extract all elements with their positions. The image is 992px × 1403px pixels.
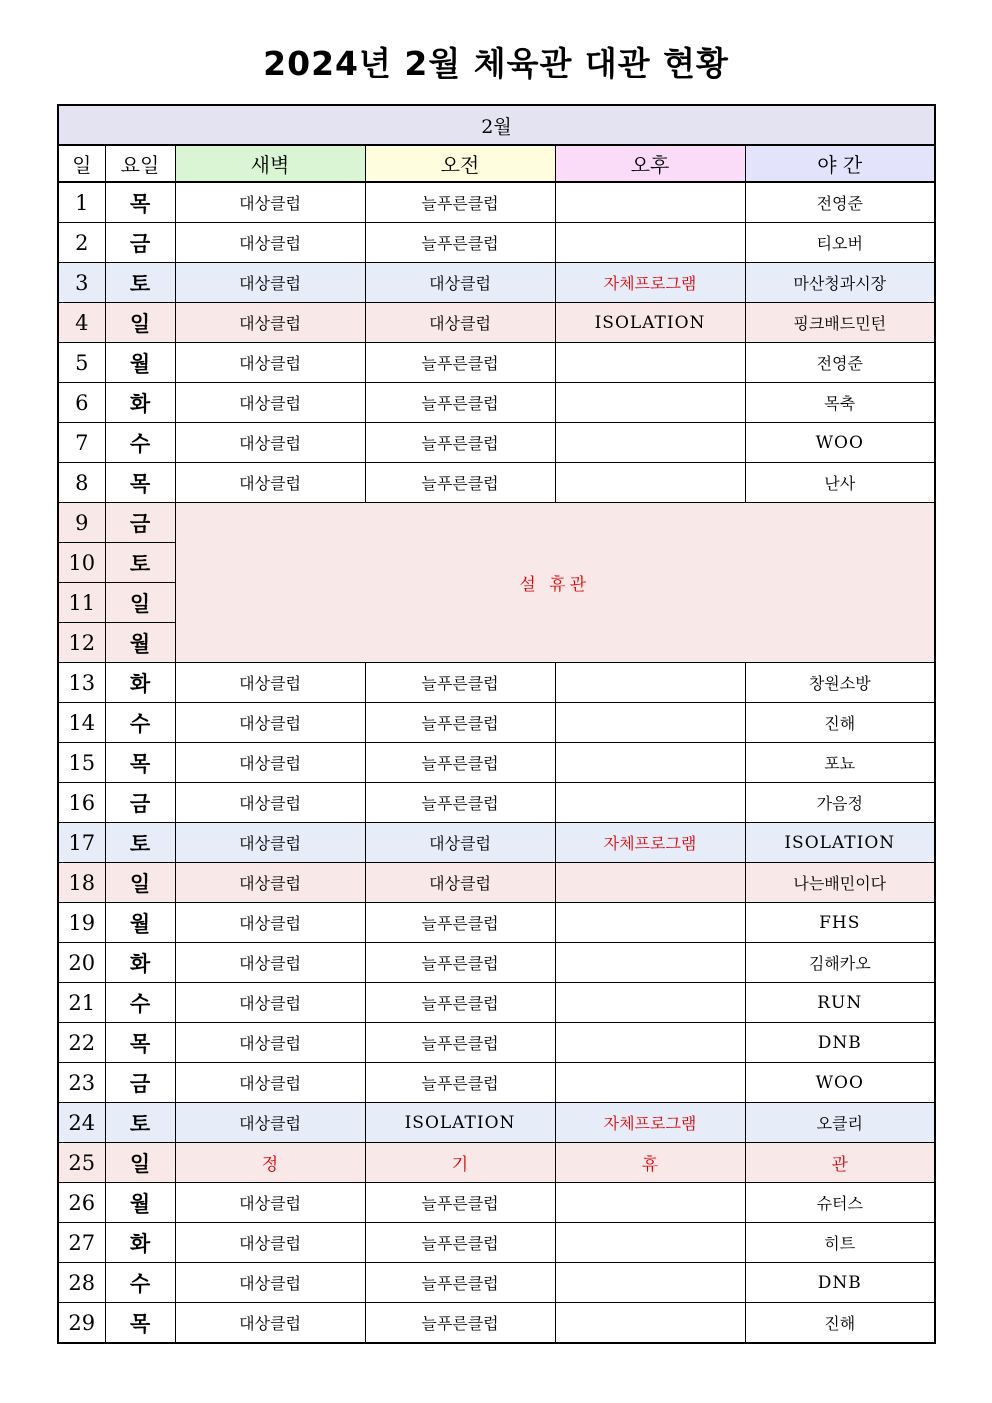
- pm-cell: [555, 383, 745, 423]
- night-cell: 슈터스: [745, 1183, 935, 1223]
- dawn-cell: 대상클럽: [175, 1063, 365, 1103]
- night-cell: 오클리: [745, 1103, 935, 1143]
- dawn-cell: 대상클럽: [175, 1023, 365, 1063]
- pm-cell: [555, 1303, 745, 1344]
- pm-cell: [555, 703, 745, 743]
- weekday-cell: 목: [105, 1023, 175, 1063]
- day-cell: 11: [58, 583, 105, 623]
- pm-cell: [555, 1023, 745, 1063]
- pm-cell: [555, 182, 745, 223]
- am-cell: 늘푸른클럽: [365, 903, 555, 943]
- night-cell: 나는배민이다: [745, 863, 935, 903]
- table-row: [58, 1063, 935, 1103]
- pm-cell: [555, 423, 745, 463]
- day-cell: 5: [58, 343, 105, 383]
- day-cell: 23: [58, 1063, 105, 1103]
- dawn-cell: 대상클럽: [175, 383, 365, 423]
- night-cell: 가음정: [745, 783, 935, 823]
- table-row: [58, 1263, 935, 1303]
- day-cell: 9: [58, 503, 105, 543]
- day-cell: 16: [58, 783, 105, 823]
- am-cell: 늘푸른클럽: [365, 383, 555, 423]
- dawn-cell: 대상클럽: [175, 983, 365, 1023]
- holiday-notice: 설 휴관: [175, 503, 935, 663]
- am-cell: 늘푸른클럽: [365, 1303, 555, 1344]
- closed-notice-char: 휴: [555, 1143, 745, 1183]
- header-afternoon: 오후: [555, 145, 745, 182]
- table-row: [58, 1183, 935, 1223]
- day-cell: 27: [58, 1223, 105, 1263]
- night-cell: 창원소방: [745, 663, 935, 703]
- night-cell: 전영준: [745, 182, 935, 223]
- dawn-cell: 대상클럽: [175, 1263, 365, 1303]
- am-cell: 대상클럽: [365, 303, 555, 343]
- header-dawn: 새벽: [175, 145, 365, 182]
- dawn-cell: 대상클럽: [175, 263, 365, 303]
- night-cell: 김해카오: [745, 943, 935, 983]
- dawn-cell: 대상클럽: [175, 703, 365, 743]
- pm-cell: [555, 663, 745, 703]
- closed-notice-char: 정: [175, 1143, 365, 1183]
- weekday-cell: 금: [105, 223, 175, 263]
- night-cell: DNB: [745, 1263, 935, 1303]
- pm-cell: [555, 1063, 745, 1103]
- dawn-cell: 대상클럽: [175, 1183, 365, 1223]
- day-cell: 6: [58, 383, 105, 423]
- night-cell: FHS: [745, 903, 935, 943]
- weekday-cell: 월: [105, 1183, 175, 1223]
- night-cell: 마산청과시장: [745, 263, 935, 303]
- am-cell: 늘푸른클럽: [365, 423, 555, 463]
- am-cell: 늘푸른클럽: [365, 223, 555, 263]
- day-cell: 20: [58, 943, 105, 983]
- table-row: [58, 863, 935, 903]
- table-row: [58, 263, 935, 303]
- day-cell: 22: [58, 1023, 105, 1063]
- dawn-cell: 대상클럽: [175, 863, 365, 903]
- night-cell: DNB: [745, 1023, 935, 1063]
- table-row: [58, 943, 935, 983]
- day-cell: 12: [58, 623, 105, 663]
- weekday-cell: 목: [105, 463, 175, 503]
- dawn-cell: 대상클럽: [175, 343, 365, 383]
- table-row: [58, 1143, 935, 1183]
- night-cell: 진해: [745, 703, 935, 743]
- weekday-cell: 목: [105, 743, 175, 783]
- weekday-cell: 목: [105, 182, 175, 223]
- night-cell: 핑크배드민턴: [745, 303, 935, 343]
- table-row: [58, 503, 935, 543]
- am-cell: 대상클럽: [365, 863, 555, 903]
- pm-cell: 자체프로그램: [555, 823, 745, 863]
- table-row: [58, 663, 935, 703]
- table-row: [58, 1023, 935, 1063]
- pm-cell: [555, 983, 745, 1023]
- pm-cell: ISOLATION: [555, 303, 745, 343]
- am-cell: 늘푸른클럽: [365, 182, 555, 223]
- weekday-cell: 금: [105, 1063, 175, 1103]
- day-cell: 18: [58, 863, 105, 903]
- table-row: [58, 783, 935, 823]
- table-row: [58, 1303, 935, 1344]
- night-cell: WOO: [745, 423, 935, 463]
- am-cell: 늘푸른클럽: [365, 1263, 555, 1303]
- pm-cell: [555, 903, 745, 943]
- am-cell: 늘푸른클럽: [365, 1063, 555, 1103]
- weekday-cell: 금: [105, 503, 175, 543]
- pm-cell: [555, 343, 745, 383]
- night-cell: 히트: [745, 1223, 935, 1263]
- night-cell: 티오버: [745, 223, 935, 263]
- am-cell: 늘푸른클럽: [365, 743, 555, 783]
- night-cell: RUN: [745, 983, 935, 1023]
- table-row: [58, 743, 935, 783]
- weekday-cell: 수: [105, 423, 175, 463]
- night-cell: 진해: [745, 1303, 935, 1344]
- dawn-cell: 대상클럽: [175, 182, 365, 223]
- am-cell: 늘푸른클럽: [365, 1023, 555, 1063]
- night-cell: 목축: [745, 383, 935, 423]
- table-row: [58, 423, 935, 463]
- am-cell: 늘푸른클럽: [365, 1183, 555, 1223]
- day-cell: 1: [58, 182, 105, 223]
- am-cell: 늘푸른클럽: [365, 783, 555, 823]
- weekday-cell: 월: [105, 623, 175, 663]
- dawn-cell: 대상클럽: [175, 1223, 365, 1263]
- weekday-cell: 화: [105, 943, 175, 983]
- day-cell: 21: [58, 983, 105, 1023]
- pm-cell: 자체프로그램: [555, 263, 745, 303]
- closed-notice-char: 기: [365, 1143, 555, 1183]
- am-cell: 늘푸른클럽: [365, 943, 555, 983]
- table-row: [58, 343, 935, 383]
- dawn-cell: 대상클럽: [175, 423, 365, 463]
- day-cell: 13: [58, 663, 105, 703]
- header-morning: 오전: [365, 145, 555, 182]
- pm-cell: [555, 783, 745, 823]
- weekday-cell: 수: [105, 703, 175, 743]
- dawn-cell: 대상클럽: [175, 663, 365, 703]
- pm-cell: [555, 943, 745, 983]
- day-cell: 8: [58, 463, 105, 503]
- header-weekday: 요일: [105, 145, 175, 182]
- weekday-cell: 수: [105, 1263, 175, 1303]
- weekday-cell: 토: [105, 543, 175, 583]
- weekday-cell: 화: [105, 1223, 175, 1263]
- table-row: [58, 303, 935, 343]
- weekday-cell: 화: [105, 383, 175, 423]
- day-cell: 4: [58, 303, 105, 343]
- weekday-cell: 수: [105, 983, 175, 1023]
- table-row: [58, 463, 935, 503]
- day-cell: 26: [58, 1183, 105, 1223]
- table-row: [58, 703, 935, 743]
- dawn-cell: 대상클럽: [175, 743, 365, 783]
- day-cell: 3: [58, 263, 105, 303]
- dawn-cell: 대상클럽: [175, 783, 365, 823]
- day-cell: 17: [58, 823, 105, 863]
- weekday-cell: 토: [105, 263, 175, 303]
- header-night: 야 간: [745, 145, 935, 182]
- day-cell: 19: [58, 903, 105, 943]
- day-cell: 14: [58, 703, 105, 743]
- weekday-cell: 화: [105, 663, 175, 703]
- night-cell: 포뇨: [745, 743, 935, 783]
- dawn-cell: 대상클럽: [175, 223, 365, 263]
- am-cell: 늘푸른클럽: [365, 343, 555, 383]
- closed-notice-char: 관: [745, 1143, 935, 1183]
- weekday-cell: 토: [105, 823, 175, 863]
- am-cell: 늘푸른클럽: [365, 983, 555, 1023]
- am-cell: 늘푸른클럽: [365, 1223, 555, 1263]
- month-header-row: [58, 105, 935, 145]
- month-label: 2월: [58, 105, 935, 145]
- pm-cell: [555, 1183, 745, 1223]
- dawn-cell: 대상클럽: [175, 1103, 365, 1143]
- pm-cell: [555, 223, 745, 263]
- pm-cell: [555, 463, 745, 503]
- table-row: [58, 1223, 935, 1263]
- page-title: 2024년 2월 체육관 대관 현황: [263, 44, 729, 83]
- weekday-cell: 일: [105, 303, 175, 343]
- table-row: [58, 823, 935, 863]
- weekday-cell: 일: [105, 1143, 175, 1183]
- weekday-cell: 토: [105, 1103, 175, 1143]
- dawn-cell: 대상클럽: [175, 463, 365, 503]
- table-row: [58, 383, 935, 423]
- day-cell: 7: [58, 423, 105, 463]
- am-cell: 늘푸른클럽: [365, 463, 555, 503]
- night-cell: WOO: [745, 1063, 935, 1103]
- header-day: 일: [58, 145, 105, 182]
- day-cell: 2: [58, 223, 105, 263]
- am-cell: 대상클럽: [365, 823, 555, 863]
- schedule-body: [58, 182, 935, 1343]
- dawn-cell: 대상클럽: [175, 943, 365, 983]
- day-cell: 15: [58, 743, 105, 783]
- night-cell: 전영준: [745, 343, 935, 383]
- weekday-cell: 금: [105, 783, 175, 823]
- table-row: [58, 903, 935, 943]
- dawn-cell: 대상클럽: [175, 1303, 365, 1344]
- pm-cell: [555, 1223, 745, 1263]
- dawn-cell: 대상클럽: [175, 303, 365, 343]
- day-cell: 29: [58, 1303, 105, 1344]
- dawn-cell: 대상클럽: [175, 823, 365, 863]
- am-cell: 대상클럽: [365, 263, 555, 303]
- pm-cell: [555, 1263, 745, 1303]
- weekday-cell: 월: [105, 343, 175, 383]
- day-cell: 25: [58, 1143, 105, 1183]
- weekday-cell: 일: [105, 583, 175, 623]
- am-cell: ISOLATION: [365, 1103, 555, 1143]
- day-cell: 28: [58, 1263, 105, 1303]
- dawn-cell: 대상클럽: [175, 903, 365, 943]
- am-cell: 늘푸른클럽: [365, 663, 555, 703]
- table-row: [58, 223, 935, 263]
- day-cell: 10: [58, 543, 105, 583]
- weekday-cell: 월: [105, 903, 175, 943]
- column-header-row: [58, 145, 935, 182]
- pm-cell: [555, 863, 745, 903]
- pm-cell: [555, 743, 745, 783]
- table-row: [58, 182, 935, 223]
- table-row: [58, 983, 935, 1023]
- weekday-cell: 목: [105, 1303, 175, 1344]
- day-cell: 24: [58, 1103, 105, 1143]
- weekday-cell: 일: [105, 863, 175, 903]
- rental-schedule-table: [57, 104, 936, 1344]
- night-cell: 난사: [745, 463, 935, 503]
- table-row: [58, 1103, 935, 1143]
- am-cell: 늘푸른클럽: [365, 703, 555, 743]
- pm-cell: 자체프로그램: [555, 1103, 745, 1143]
- night-cell: ISOLATION: [745, 823, 935, 863]
